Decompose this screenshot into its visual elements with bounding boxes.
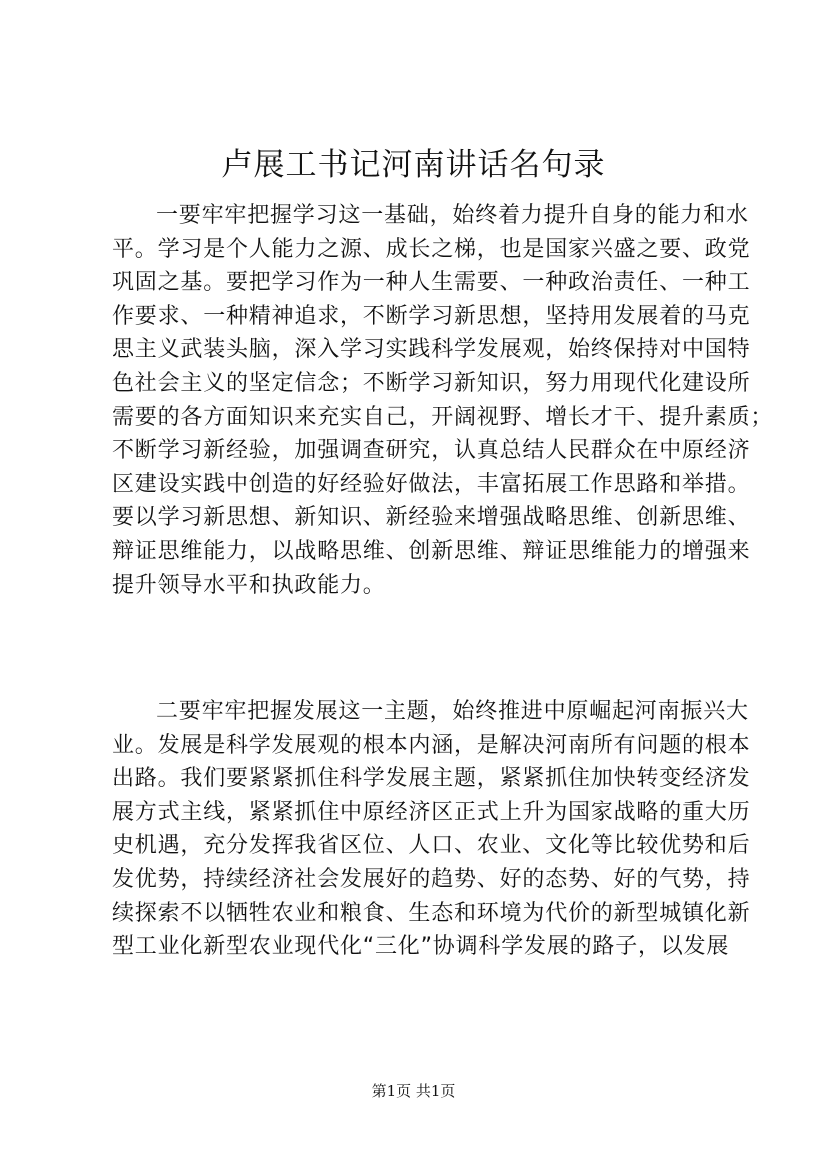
paragraph-line: 巩固之基。要把学习作为一种人生需要、一种政治责任、一种工 [112, 270, 751, 296]
paragraph-line: 一要牢牢把握学习这一基础，始终着力提升自身的能力和水 [156, 203, 749, 228]
paragraph-line: 续探索不以牺牲农业和粮食、生态和环境为代价的新型城镇化新 [112, 900, 751, 926]
paragraph-line: 发优势，持续经济社会发展好的趋势、好的态势、好的气势，持 [112, 866, 751, 892]
paragraph-line: 二要牢牢把握发展这一主题，始终推进中原崛起河南振兴大 [156, 699, 749, 724]
page-footer: 第1页 共1页 [371, 1082, 456, 1100]
paragraph-line: 思主义武装头脑，深入学习实践科学发展观，始终保持对中国特 [112, 337, 751, 363]
paragraph-line: 区建设实践中创造的好经验好做法，丰富拓展工作思路和举措。 [112, 471, 751, 497]
paragraph-line: 史机遇，充分发挥我省区位、人口、农业、文化等比较优势和后 [112, 833, 751, 859]
paragraph-line: 提升领导水平和执政能力。 [112, 572, 386, 598]
paragraph-line: 色社会主义的坚定信念；不断学习新知识，努力用现代化建设所 [112, 370, 751, 396]
paragraph-1 [112, 199, 774, 602]
document-title: 卢展工书记河南讲话名句录 [221, 147, 606, 183]
paragraph-line: 辩证思维能力，以战略思维、创新思维、辩证思维能力的增强来 [112, 538, 751, 564]
paragraph-2 [112, 695, 752, 964]
paragraph-line: 出路。我们要紧紧抓住科学发展主题，紧紧抓住加快转变经济发 [112, 766, 751, 792]
paragraph-line: 要以学习新思想、新知识、新经验来增强战略思维、创新思维、 [112, 505, 751, 531]
paragraph-line: 展方式主线，紧紧抓住中原经济区正式上升为国家战略的重大历 [112, 799, 751, 825]
paragraph-line: 型工业化新型农业现代化“三化”协调科学发展的路子，以发展 [112, 934, 730, 960]
paragraph-line: 作要求、一种精神追求，不断学习新思想，坚持用发展着的马克 [112, 303, 751, 329]
paragraph-line: 业。发展是科学发展观的根本内涵，是解决河南所有问题的根本 [112, 732, 751, 758]
paragraph-line: 不断学习新经验，加强调查研究，认真总结人民群众在中原经济 [112, 438, 751, 464]
paragraph-line: 需要的各方面知识来充实自己，开阔视野、增长才干、提升素质； [112, 404, 774, 430]
paragraph-line: 平。学习是个人能力之源、成长之梯，也是国家兴盛之要、政党 [112, 236, 751, 262]
